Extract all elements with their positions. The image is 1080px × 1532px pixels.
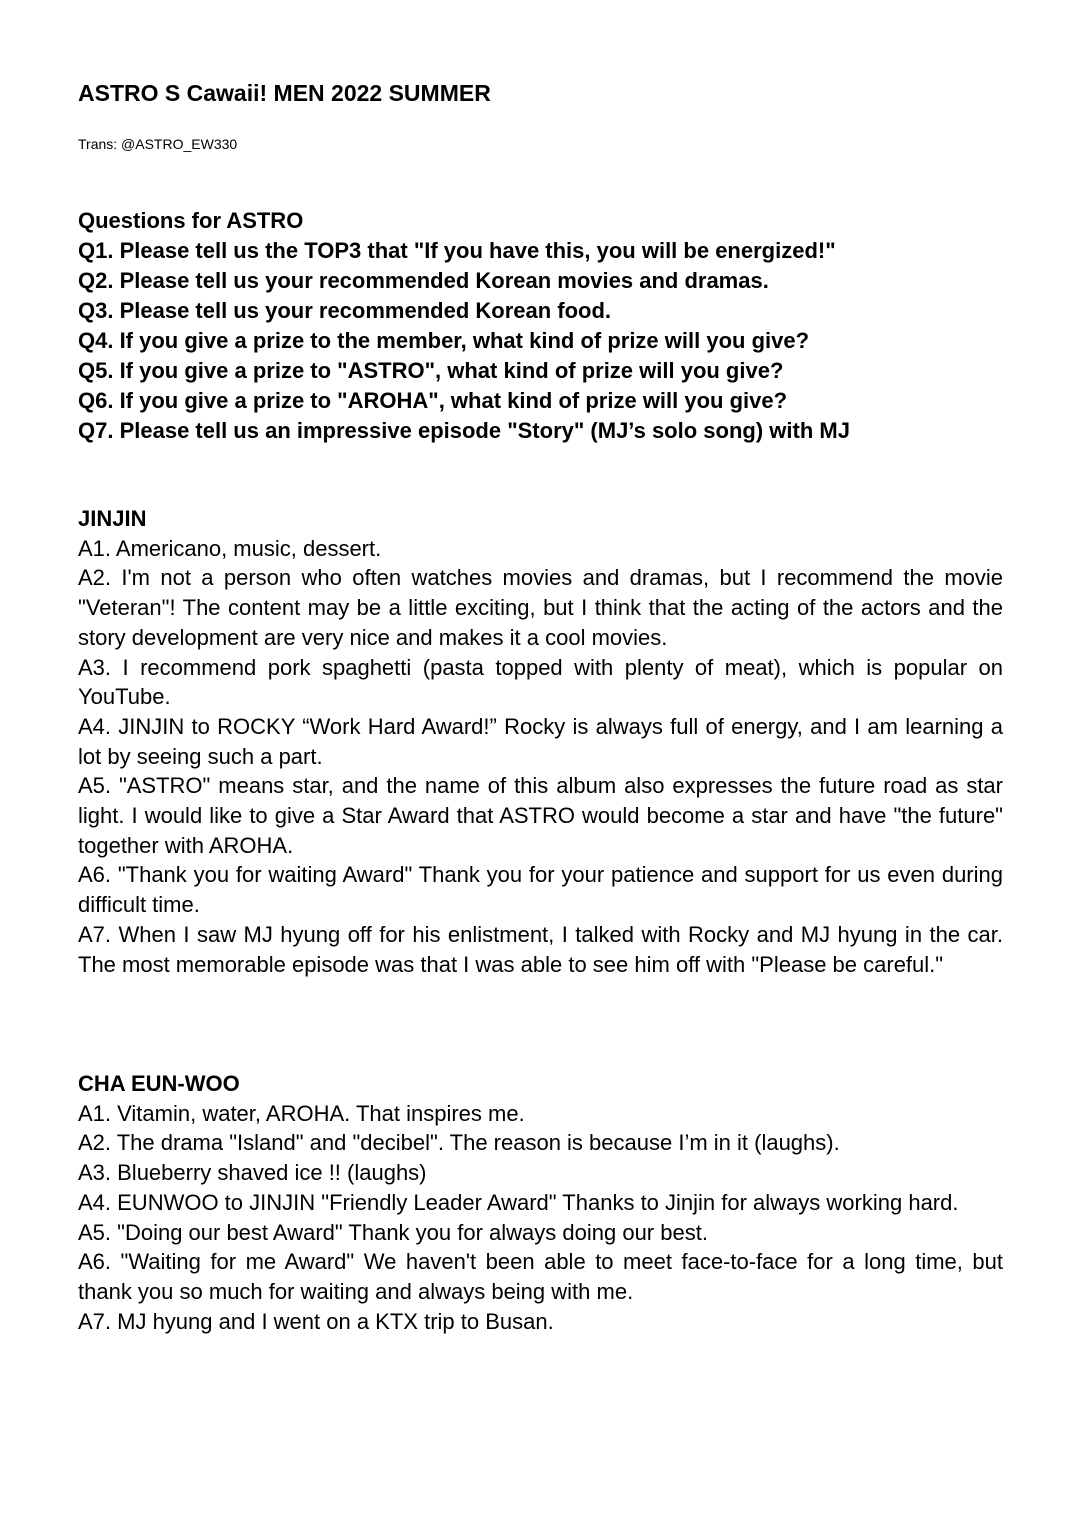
question-item: Q1. Please tell us the TOP3 that "If you have this, you will be energized!": [78, 238, 836, 263]
answer-item: A5. "ASTRO" means star, and the name of this album also expresses the future road as star light. I would like to give a Star Award that ASTRO would become a star and have "the future" together with AROHA.: [78, 773, 1003, 858]
answer-item: A3. Blueberry shaved ice !! (laughs): [78, 1160, 427, 1186]
member-name: CHA EUN-WOO: [78, 1071, 240, 1096]
translator-credit: Trans: @ASTRO_EW330: [78, 136, 238, 152]
answer-item: A1. Americano, music, dessert.: [78, 535, 382, 561]
question-item: Q2. Please tell us your recommended Korean movies and dramas.: [78, 268, 769, 293]
questions-section: [78, 206, 1003, 446]
questions-heading: Questions for ASTRO: [78, 208, 304, 233]
answer-item: A1. Vitamin, water, AROHA. That inspires me.: [78, 1100, 525, 1126]
question-item: Q6. If you give a prize to "AROHA", what kind of prize will you give?: [78, 388, 788, 413]
member-name: JINJIN: [78, 506, 147, 531]
answer-item: A3. I recommend pork spaghetti (pasta topped with plenty of meat), which is popular on YouTube.: [78, 654, 1003, 710]
answer-item: A6. "Thank you for waiting Award" Thank you for your patience and support for us even during difficult time.: [78, 862, 1003, 918]
document-title: ASTRO S Cawaii! MEN 2022 SUMMER: [78, 80, 491, 106]
answer-item: A6. "Waiting for me Award" We haven't been able to meet face-to-face for a long time, but thank you so much for waiting and always being with me.: [78, 1249, 1003, 1304]
question-item: Q5. If you give a prize to "ASTRO", what kind of prize will you give?: [78, 358, 784, 383]
question-item: Q7. Please tell us an impressive episode "Story" (MJ’s solo song) with MJ: [78, 418, 850, 443]
answer-item: A4. EUNWOO to JINJIN "Friendly Leader Award" Thanks to Jinjin for always working hard.: [78, 1189, 959, 1215]
member-section-jinjin: [78, 504, 1003, 979]
answer-item: A5. "Doing our best Award" Thank you for always doing our best.: [78, 1219, 708, 1245]
answer-item: A2. I'm not a person who often watches movies and dramas, but I recommend the movie "Veteran"! The content may be a little exciting, but I think that the acting of the actors and the story development are very nice and makes it a cool movies.: [78, 565, 1003, 650]
answer-item: A7. When I saw MJ hyung off for his enlistment, I talked with Rocky and MJ hyung in the car. The most memorable episode was that I was able to see him off with "Please be careful.": [78, 921, 1003, 977]
answer-item: A2. The drama "Island" and "decibel". The reason is because I’m in it (laughs).: [78, 1130, 840, 1156]
answer-item: A4. JINJIN to ROCKY “Work Hard Award!” Rocky is always full of energy, and I am learning a lot by seeing such a part.: [78, 713, 1003, 769]
question-item: Q3. Please tell us your recommended Korean food.: [78, 298, 612, 323]
member-section-cha-eun-woo: [78, 1069, 1003, 1336]
question-item: Q4. If you give a prize to the member, what kind of prize will you give?: [78, 328, 810, 353]
answer-item: A7. MJ hyung and I went on a KTX trip to Busan.: [78, 1308, 554, 1334]
